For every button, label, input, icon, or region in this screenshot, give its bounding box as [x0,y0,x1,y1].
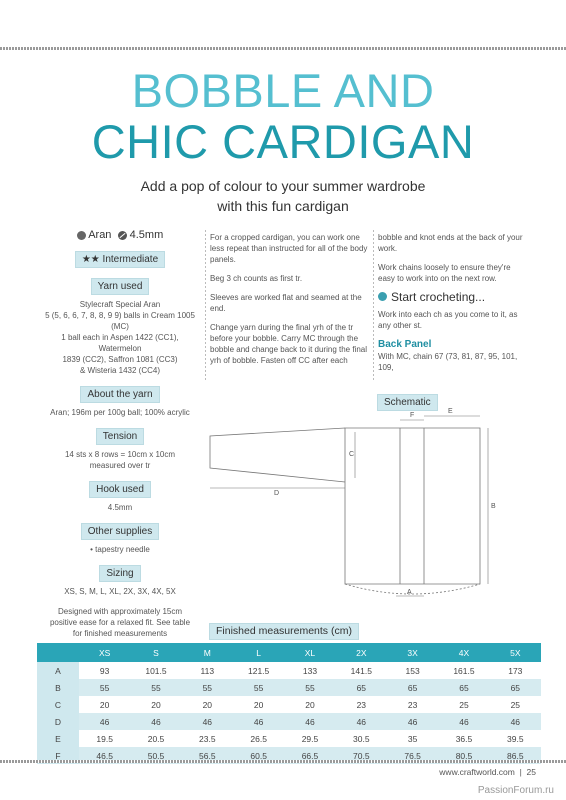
table-cell: 65 [336,679,387,696]
table-cell: 46 [336,713,387,730]
table-cell: 55 [130,679,181,696]
yarn-line: 5 (5, 6, 6, 7, 8, 8, 9 9) balls in Cream 1005 (MC) [45,311,195,331]
sleeve-outline [210,428,345,482]
table-cell: 70.5 [336,747,387,764]
label-a: A [407,589,412,596]
table-cell: 141.5 [336,662,387,679]
paragraph: Sleeves are worked flat and seamed at the end. [210,293,362,313]
table-cell: 26.5 [233,730,284,747]
table-row [37,679,541,696]
about-yarn-header: About the yarn [80,386,159,403]
column-header [37,643,79,662]
paragraph: Beg 3 ch counts as first tr. [210,274,303,283]
row-label: A [37,662,79,679]
table-cell: 46 [438,713,489,730]
table-cell: 161.5 [438,662,489,679]
table-cell: 50.5 [130,747,181,764]
table-cell: 46 [79,713,130,730]
tension-section [40,428,200,471]
paragraph: With MC, chain 67 (73, 81, 87, 95, 101, 109, [378,352,518,372]
table-cell: 25 [490,696,541,713]
instructions-column [210,232,372,374]
paragraph: bobble and knot ends at the back of your work. [378,233,523,253]
table-cell: 80.5 [438,747,489,764]
table-cell: 46 [233,713,284,730]
table-cell: 20.5 [130,730,181,747]
tension-header: Tension [96,428,144,445]
table-cell: 20 [233,696,284,713]
table-cell: 65 [387,679,438,696]
paragraph: Work into each ch as you come to it, as any other st. [378,310,518,330]
row-label: F [37,747,79,764]
about-yarn-section [40,386,200,418]
table-cell: 23 [336,696,387,713]
yarn-line: Stylecraft Special Aran [79,300,161,309]
title-line-2: CHIC CARDIGAN [91,115,475,168]
table-cell: 25 [438,696,489,713]
other-supplies-section [40,523,200,555]
table-cell: 20 [79,696,130,713]
other-supplies-text: • tapestry needle [90,545,150,554]
page-number: 25 [526,767,536,777]
column-divider [205,230,206,380]
yarn-line: 1 ball each in Aspen 1422 (CC1), Watermelon [61,333,179,353]
row-label: B [37,679,79,696]
pattern-info-column [40,230,200,649]
row-label: C [37,696,79,713]
table-cell: 113 [182,662,233,679]
table-cell: 153 [387,662,438,679]
about-yarn-text: Aran; 196m per 100g ball; 100% acrylic [50,408,190,417]
table-cell: 76.5 [387,747,438,764]
column-header: 5X [490,643,541,662]
table-cell: 86.5 [490,747,541,764]
table-row [37,662,541,679]
table-cell: 35 [387,730,438,747]
sizing-note: for finished measurements [72,629,168,638]
start-crocheting-heading [378,292,528,303]
table-cell: 133 [284,662,335,679]
top-dotted-rule [0,47,566,50]
column-header: XL [284,643,335,662]
column-header: 4X [438,643,489,662]
table-cell: 39.5 [490,730,541,747]
hook-size: 4.5mm [129,229,164,241]
skill-level: ★★ Intermediate [75,251,165,268]
bullet-dot-icon [378,292,387,301]
subtitle [83,176,483,216]
column-header: L [233,643,284,662]
hook-used-text: 4.5mm [107,503,133,512]
subtitle-line-1: Add a pop of colour to your summer wardrobe [140,178,426,194]
yarn-badges [40,230,200,241]
table-cell: 55 [79,679,130,696]
sizing-note: Designed with approximately 15cm [57,607,183,616]
paragraph: For a cropped cardigan, you can work one less repeat than instructed for all of the body panels. [210,233,368,264]
label-c: C [349,451,355,458]
table-cell: 19.5 [79,730,130,747]
measurements-header: Finished measurements (cm) [209,623,359,640]
table-row [37,713,541,730]
table-cell: 55 [284,679,335,696]
table-cell: 55 [182,679,233,696]
subtitle-line-2: with this fun cardigan [217,198,349,214]
body-outline [345,428,480,584]
instructions-column-right [378,232,528,381]
sizing-header: Sizing [99,565,140,582]
column-header: S [130,643,181,662]
table-cell: 60.5 [233,747,284,764]
yarn-used-header: Yarn used [91,278,150,295]
table-cell: 23 [387,696,438,713]
table-row [37,696,541,713]
table-cell: 46 [490,713,541,730]
watermark: PassionForum.ru [477,785,554,796]
yarn-line: 1839 (CC2), Saffron 1081 (CC3) [62,355,178,364]
measurements-table [37,643,541,764]
table-cell: 36.5 [438,730,489,747]
hem-curve [345,584,480,594]
other-supplies-header: Other supplies [81,523,159,540]
column-header: XS [79,643,130,662]
column-header: 2X [336,643,387,662]
table-cell: 93 [79,662,130,679]
table-cell: 101.5 [130,662,181,679]
table-cell: 66.5 [284,747,335,764]
table-cell: 65 [438,679,489,696]
title-line-1: BOBBLE AND [131,64,435,117]
table-cell: 121.5 [233,662,284,679]
table-cell: 20 [284,696,335,713]
tension-line: measured over tr [89,461,151,470]
yarn-used-section [40,278,200,376]
paragraph: Work chains loosely to ensure they're easy to work into on the next row. [378,263,511,283]
label-f: F [410,412,415,419]
column-header: M [182,643,233,662]
label-d: D [274,490,280,497]
table-cell: 46 [284,713,335,730]
yarn-weight: Aran [88,229,112,241]
table-cell: 46 [130,713,181,730]
tension-line: 14 sts x 8 rows = 10cm x 10cm [64,450,176,459]
table-row [37,730,541,747]
footer-site: www.craftworld.com [439,767,515,777]
footer: www.craftworld.com | 25 [439,767,536,777]
column-divider [373,230,374,380]
paragraph: Change yarn during the final yrh of the tr before your bobble. Carry MC through the bobble and change back to it during the final yrh of bobble. Fasten off CC after each [210,323,368,365]
row-label: D [37,713,79,730]
table-cell: 20 [130,696,181,713]
table-cell: 65 [490,679,541,696]
table-cell: 46 [387,713,438,730]
table-cell: 29.5 [284,730,335,747]
label-b: B [491,503,496,510]
sizing-sizes: XS, S, M, L, XL, 2X, 3X, 4X, 5X [64,587,176,596]
hook-icon [118,231,127,240]
schematic-header: Schematic [377,394,438,411]
table-cell: 46 [182,713,233,730]
column-header: 3X [387,643,438,662]
table-cell: 55 [233,679,284,696]
table-cell: 23.5 [182,730,233,747]
cardigan-schematic [200,408,500,606]
table-cell: 173 [490,662,541,679]
bottom-dotted-rule [0,760,566,763]
row-label: E [37,730,79,747]
table-cell: 46.5 [79,747,130,764]
table-cell: 20 [182,696,233,713]
sizing-section [40,565,200,639]
hook-used-section [40,481,200,513]
hook-used-header: Hook used [89,481,151,498]
start-heading-text: Start crocheting... [391,290,486,304]
table-header-row [37,643,541,662]
yarn-line: & Wisteria 1432 (CC4) [79,366,161,375]
label-e: E [448,408,453,415]
table-cell: 56.5 [182,747,233,764]
yarn-ball-icon [77,231,86,240]
sizing-note: positive ease for a relaxed fit. See table [49,618,191,627]
table-cell: 30.5 [336,730,387,747]
back-panel-heading: Back Panel [378,339,432,350]
